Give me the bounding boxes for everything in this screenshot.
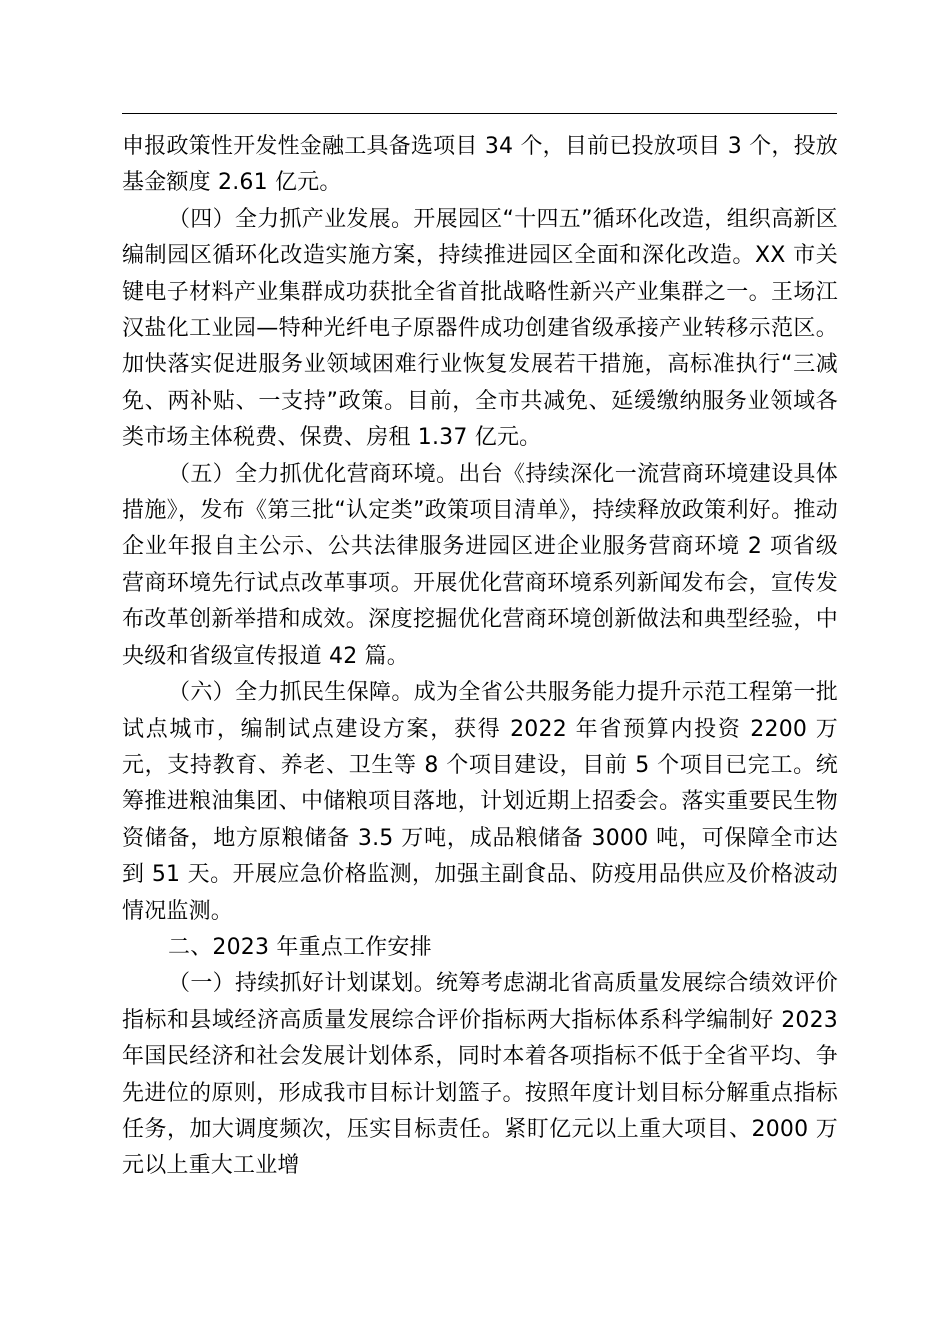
document-body <box>122 129 838 1185</box>
paragraph-planning: （一）持续抓好计划谋划。统筹考虑湖北省高质量发展综合绩效评价指标和县域经济高质量发展综合评价指标两大指标体系科学编制好 2023 年国民经济和社会发展计划体系，同时本着各项指标不低于全省平均、争先进位的原则，形成我市目标计划篮子。按照年度计划目标分解重点指标任务，加大调度频次，压实目标责任。紧盯亿元以上重大项目、2000 万元以上重大工业增 <box>122 971 838 1179</box>
header-rule <box>122 113 837 114</box>
paragraph-continuation: 申报政策性开发性金融工具备选项目 34 个，目前已投放项目 3 个，投放基金额度 2.61 亿元。 <box>122 134 838 196</box>
paragraph-business-environment: （五）全力抓优化营商环境。出台《持续深化一流营商环境建设具体措施》，发布《第三批“认定类”政策项目清单》，持续释放政策利好。推动企业年报自主公示、公共法律服务进园区进企业服务营商环境 2 项省级营商环境先行试点改革事项。开展优化营商环境系列新闻发布会，宣传发布改革创新举措和成效。深度挖掘优化营商环境创新做法和典型经验，中央级和省级宣传报道 42 篇。 <box>122 461 838 669</box>
paragraph-livelihood: （六）全力抓民生保障。成为全省公共服务能力提升示范工程第一批试点城市，编制试点建设方案，获得 2022 年省预算内投资 2200 万元，支持教育、养老、卫生等 8 个项目建设，目前 5 个项目已完工。统筹推进粮油集团、中储粮项目落地，计划近期上招委会。落实重要民生物资储备，地方原粮储备 3.5 万吨，成品粮储备 3000 吨，可保障全市达到 51 天。开展应急价格监测，加强主副食品、防疫用品供应及价格波动情况监测。 <box>122 680 838 924</box>
paragraph-industry-development: （四）全力抓产业发展。开展园区“十四五”循环化改造，组织高新区编制园区循环化改造实施方案，持续推进园区全面和深化改造。XX 市关键电子材料产业集群成功获批全省首批战略性新兴产业集群之一。王场江汉盐化工业园—特种光纤电子原器件成功创建省级承接产业转移示范区。加快落实促进服务业领域困难行业恢复发展若干措施，高标准执行“三减免、两补贴、一支持”政策。目前，全市共减免、延缓缴纳服务业领域各类市场主体税费、保费、房租 1.37 亿元。 <box>122 206 838 451</box>
section-heading-2023-plan: 二、2023 年重点工作安排 <box>168 934 432 960</box>
